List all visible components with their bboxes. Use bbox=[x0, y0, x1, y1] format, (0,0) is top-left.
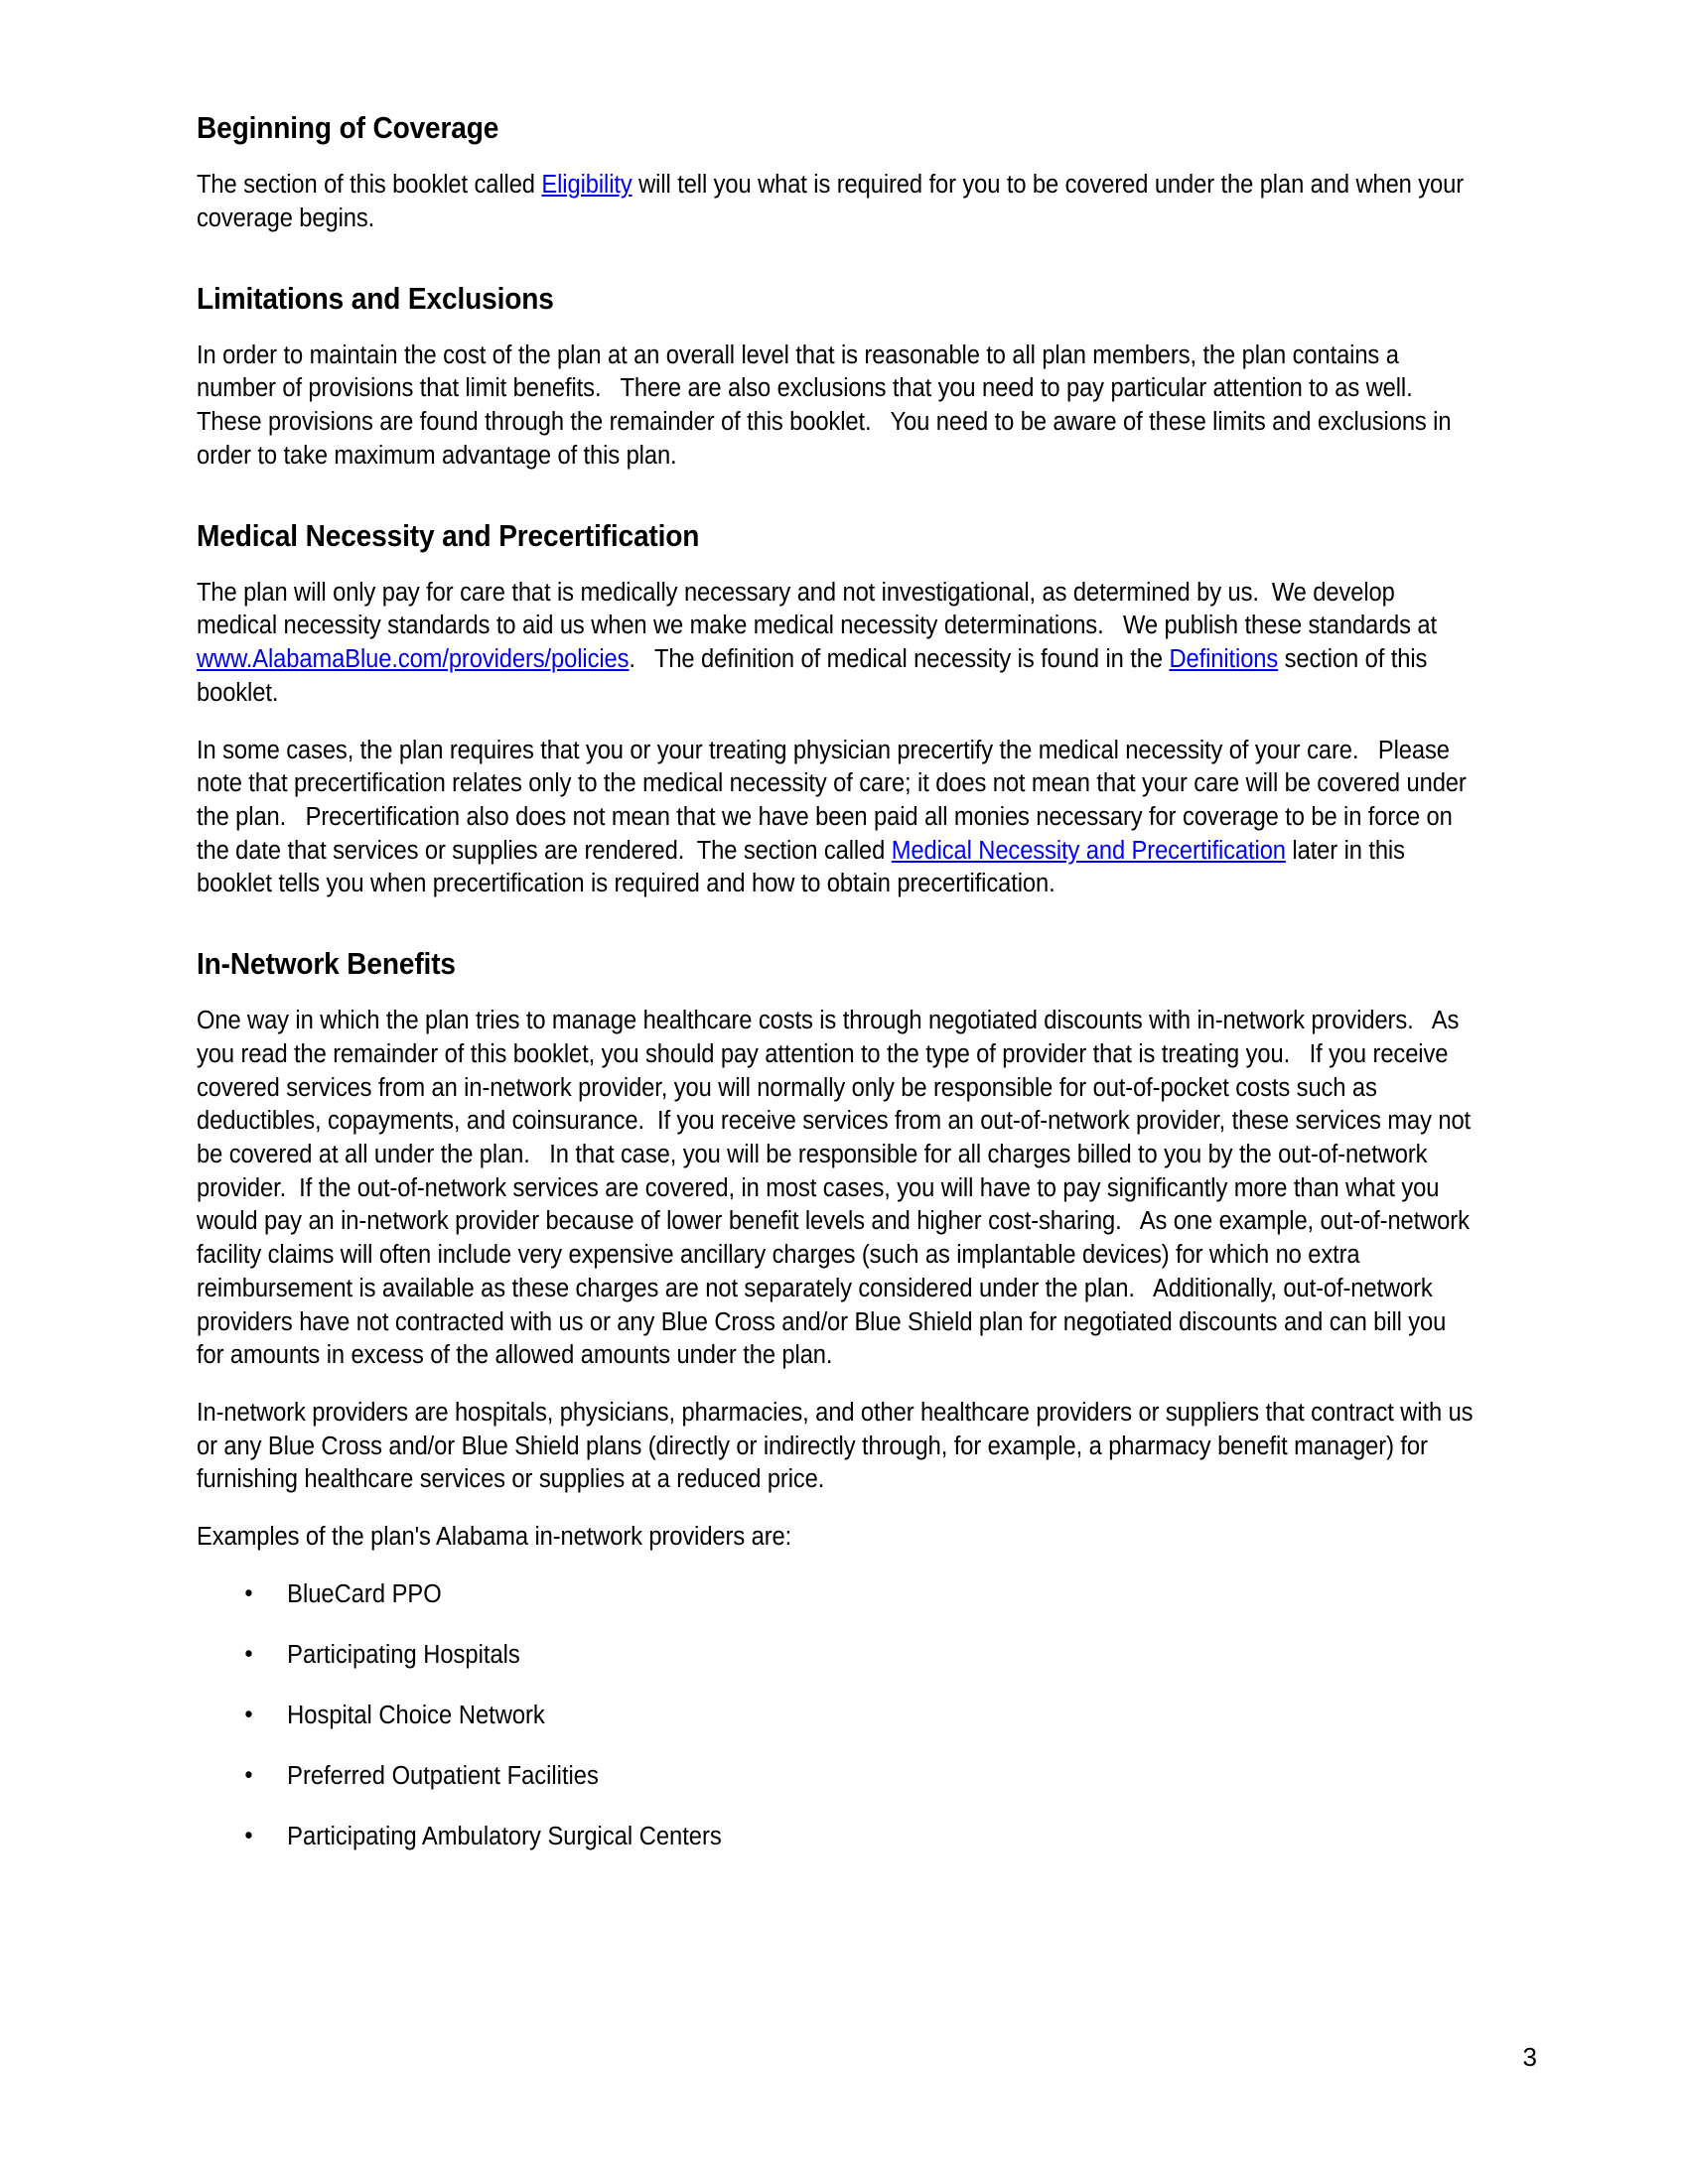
text-run: will tell you what is required for you to be covered under the plan and when your coverage begins. bbox=[197, 171, 1471, 232]
text-run: In some cases, the plan requires that you or your treating physician precertify the medical necessity of your care. Please note that precertification relates only to the medical necessity of care; it does not mean that your care will be covered under the plan. Precertification also does not mean that we have been paid all monies necessary for coverage to be in force on the date that services or supplies are rendered. The section called bbox=[197, 736, 1474, 865]
list-item: • BlueCard PPO bbox=[197, 1578, 1388, 1611]
list-item: • Participating Ambulatory Surgical Centers bbox=[197, 1821, 1388, 1853]
link-definitions[interactable]: Definitions bbox=[1169, 645, 1279, 674]
section-medical-necessity-and-precertification bbox=[197, 519, 1477, 901]
paragraph-precertification bbox=[197, 735, 1477, 902]
list-item: • Hospital Choice Network bbox=[197, 1700, 1388, 1732]
text-run: section of this booklet. bbox=[197, 645, 1434, 707]
text-run: The plan will only pay for care that is medically necessary and not investigational, as determined by us. We develop medical necessity standards to aid us when we make medical necessity determinations. We publish these standards at bbox=[197, 578, 1444, 640]
link-alabamablue-policies-url[interactable]: www.AlabamaBlue.com/providers/policies bbox=[197, 645, 630, 674]
paragraph-in-network-providers-definition: In-network providers are hospitals, physicians, pharmacies, and other healthcare providers or suppliers that contract with us or any Blue Cross and/or Blue Shield plans (directly or indirectly through, for example, a pharmacy benefit manager) for furnishing healthcare services or supplies at a reduced price. bbox=[197, 1398, 1479, 1494]
section-heading-medical-necessity-and-precertification: Medical Necessity and Precertification bbox=[197, 518, 700, 553]
list-item: • Participating Hospitals bbox=[197, 1639, 1388, 1672]
page-number: 3 bbox=[1522, 2042, 1537, 2072]
text-run: The section of this booklet called bbox=[197, 171, 542, 200]
paragraph-in-network-costs: One way in which the plan tries to manage healthcare costs is through negotiated discounts with in-network providers. As you read the remainder of this booklet, you should pay attention to the type of provider that is treating you. If you receive covered services from an in-network provider, you will normally only be responsible for out-of-pocket costs such as deductibles, copayments, and coinsurance. If you receive services from an out-of-network provider, these services may not be covered at all under the plan. In that case, you will be responsible for all charges billed to you by the out-of-network provider. If the out-of-network services are covered, in most cases, you will have to pay significantly more than what you would pay an in-network provider because of lower benefit levels and higher cost-sharing. As one example, out-of-network facility claims will often include very expensive ancillary charges (such as implantable devices) for which no extra reimbursement is available as these charges are not separately considered under the plan. Additionally, out-of-network providers have not contracted with us or any Blue Cross and/or Blue Shield plan for negotiated discounts and can bill you for amounts in excess of the allowed amounts under the plan. bbox=[197, 1007, 1477, 1370]
list-item: • Preferred Outpatient Facilities bbox=[197, 1760, 1388, 1793]
text-run: later in this booklet tells you when precertification is required and how to obtain precertification. bbox=[197, 836, 1412, 898]
link-eligibility[interactable]: Eligibility bbox=[541, 171, 633, 200]
text-run: . The definition of medical necessity is found in the bbox=[629, 645, 1170, 674]
page-content bbox=[197, 111, 1477, 1881]
section-heading-limitations-and-exclusions: Limitations and Exclusions bbox=[197, 281, 554, 316]
section-limitations-and-exclusions bbox=[197, 282, 1477, 474]
link-medical-necessity-and-precertification[interactable]: Medical Necessity and Precertification bbox=[891, 836, 1286, 865]
paragraph-medical-necessity-standards bbox=[197, 577, 1477, 711]
paragraph-beginning-of-coverage bbox=[197, 169, 1477, 235]
paragraph-limitations-and-exclusions: In order to maintain the cost of the plan at an overall level that is reasonable to all plan members, the plan contains a number of provisions that limit benefits. There are also exclusions that you need to pay particular attention to as well. These provisions are found through the remainder of this booklet. You need to be aware of these limits and exclusions in order to take maximum advantage of this plan. bbox=[197, 341, 1458, 470]
section-in-network-benefits bbox=[197, 947, 1477, 1853]
section-heading-beginning-of-coverage: Beginning of Coverage bbox=[197, 111, 499, 145]
in-network-provider-examples-list bbox=[197, 1578, 1477, 1854]
paragraph-examples-intro: Examples of the plan's Alabama in-network providers are: bbox=[197, 1523, 792, 1552]
section-heading-in-network-benefits: In-Network Benefits bbox=[197, 947, 456, 982]
section-beginning-of-coverage bbox=[197, 111, 1477, 236]
